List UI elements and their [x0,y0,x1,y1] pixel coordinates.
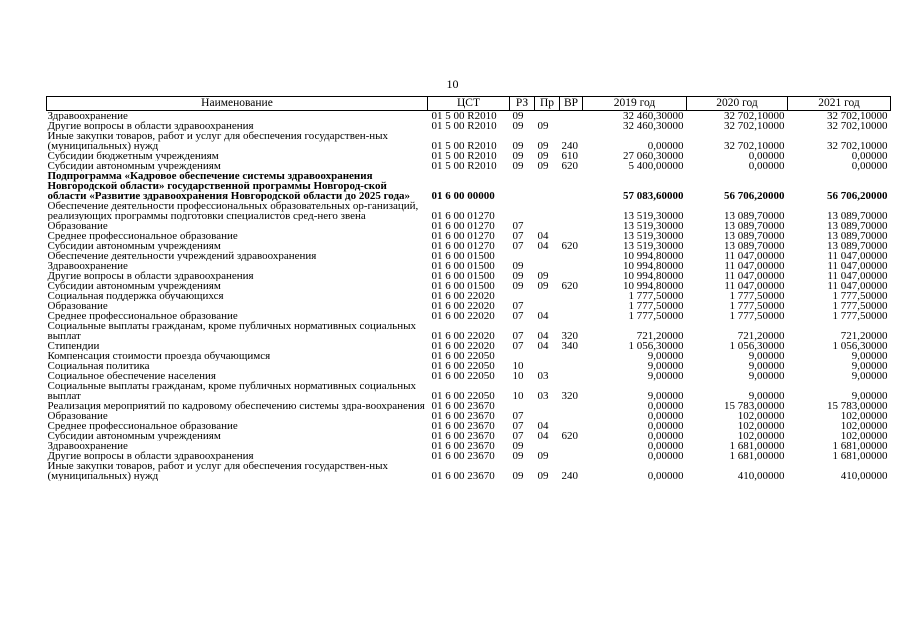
row-2019-cell: 721,20000 [636,330,684,341]
row-vr-cell [560,251,583,261]
row-pr-cell: 04 [537,341,549,351]
row-2020-cell: 11 047,00000 [724,271,785,281]
row-2020-cell: 1 777,50000 [729,311,785,321]
row-name-cell: Социальное обеспечение населения [47,371,216,381]
row-rz-cell: 10 [512,361,524,371]
row-2020-cell: 32 702,10000 [724,140,785,151]
row-rz-cell: 09 [512,140,524,151]
table-row [47,251,891,261]
row-name-cell: Социальные выплаты гражданам, кроме публичных нормативных социальных выплат [47,321,416,341]
row-pr-cell [535,251,560,261]
row-name-cell: Здравоохранение [47,441,128,451]
row-rz-cell: 07 [512,241,524,251]
row-rz-cell: 07 [512,330,524,341]
row-2019-cell: 9,00000 [647,390,684,401]
row-name-cell: Другие вопросы в области здравоохранения [47,271,254,281]
row-cst-cell: 01 5 00 R2010 [431,161,497,171]
row-rz-cell: 07 [512,411,524,421]
row-2021-cell: 9,00000 [851,371,888,381]
column-header-cst: ЦСТ [428,97,510,111]
row-rz-cell [510,351,535,361]
row-name-cell: Другие вопросы в области здравоохранения [47,451,254,461]
row-cst-cell: 01 6 00 01270 [431,221,495,231]
row-cst-cell: 01 6 00 22050 [431,390,495,401]
row-rz-cell: 07 [512,231,524,241]
row-pr-cell: 03 [537,371,549,381]
table-row [47,461,891,481]
row-2019-cell: 10 994,80000 [623,271,684,281]
row-2019-cell: 1 777,50000 [628,291,684,301]
row-rz-cell: 09 [512,271,524,281]
row-2020-cell: 9,00000 [748,361,785,371]
row-2020-cell: 11 047,00000 [724,281,785,291]
row-2020-cell: 1 056,30000 [729,341,785,351]
row-cst-cell: 01 5 00 R2010 [431,151,497,161]
row-name-cell: Образование [47,411,108,421]
row-2021-cell: 11 047,00000 [827,251,888,261]
row-name-cell: Среднее профессиональное образование [47,421,238,431]
row-2020-cell: 11 047,00000 [724,261,785,271]
row-2021-cell: 11 047,00000 [827,271,888,281]
row-name-cell: Другие вопросы в области здравоохранения [47,121,254,131]
row-pr-cell [535,301,560,311]
table-row [47,221,891,231]
row-vr-cell [560,231,583,241]
row-pr-cell: 09 [537,121,549,131]
row-2021-cell: 13 089,70000 [827,210,888,221]
row-cst-cell: 01 6 00 22020 [431,311,495,321]
row-pr-cell: 04 [537,231,549,241]
row-vr-cell [560,361,583,371]
row-pr-cell [535,111,560,122]
row-vr-cell [560,221,583,231]
table-row [47,361,891,371]
row-pr-cell [535,221,560,231]
row-vr-cell [560,291,583,301]
row-pr-cell: 04 [537,431,549,441]
row-pr-cell: 03 [537,390,549,401]
row-rz-cell: 07 [512,221,524,231]
column-header-2020: 2020 год [687,97,788,111]
row-2021-cell: 102,00000 [840,421,888,431]
row-name-cell: Социальная поддержка обучающихся [47,291,224,301]
row-pr-cell: 04 [537,311,549,321]
row-name-cell: Социальная политика [47,361,150,371]
row-rz-cell: 09 [512,441,524,451]
row-rz-cell: 07 [512,421,524,431]
table-row [47,321,891,341]
column-header-name: Наименование [47,97,428,111]
row-name-cell: Иные закупки товаров, работ и услуг для обеспечения государствен-ных (муниципальных) нужд [47,461,389,481]
row-name-cell: Подпрограмма «Кадровое обеспечение системы здравоохранения Новгородской области» государственной программы Новгород-ской области «Развитие здравоохранения Новгородской области до 2025 года» [47,171,411,201]
row-pr-cell [535,261,560,271]
row-2019-cell: 9,00000 [647,371,684,381]
row-2019-cell: 0,00000 [647,441,684,451]
table-header-row [47,97,891,111]
row-2020-cell: 0,00000 [748,151,785,161]
row-2019-cell: 10 994,80000 [623,261,684,271]
row-2021-cell: 11 047,00000 [827,261,888,271]
row-2020-cell: 9,00000 [748,371,785,381]
row-vr-cell: 320 [561,390,578,401]
row-2021-cell: 13 089,70000 [827,231,888,241]
row-pr-cell: 09 [537,451,549,461]
row-vr-cell [560,111,583,122]
row-cst-cell: 01 6 00 22020 [431,301,495,311]
row-vr-cell: 610 [561,151,578,161]
row-rz-cell: 09 [512,161,524,171]
row-pr-cell: 04 [537,330,549,341]
row-name-cell: Среднее профессиональное образование [47,231,238,241]
row-2021-cell: 56 706,20000 [827,190,888,201]
row-rz-cell: 09 [512,451,524,461]
row-cst-cell: 01 6 00 01270 [431,210,495,221]
row-cst-cell: 01 6 00 23670 [431,470,495,481]
row-2019-cell: 1 777,50000 [628,311,684,321]
row-2021-cell: 11 047,00000 [827,281,888,291]
row-name-cell: Субсидии автономным учреждениям [47,281,221,291]
row-2019-cell: 1 056,30000 [628,341,684,351]
row-pr-cell: 09 [537,161,549,171]
table-row [47,241,891,251]
row-rz-cell: 09 [512,151,524,161]
table-row [47,441,891,451]
row-pr-cell [535,401,560,411]
row-pr-cell [535,291,560,301]
row-vr-cell [560,441,583,451]
table-row [47,311,891,321]
row-vr-cell [560,171,583,201]
row-pr-cell: 09 [537,151,549,161]
row-cst-cell: 01 6 00 23670 [431,401,495,411]
row-2019-cell: 1 777,50000 [628,301,684,311]
row-rz-cell: 09 [512,281,524,291]
row-pr-cell [535,361,560,371]
budget-table [46,96,891,481]
row-pr-cell: 09 [537,271,549,281]
row-pr-cell [535,411,560,421]
row-2019-cell: 5 400,00000 [628,161,684,171]
row-2021-cell: 1 777,50000 [832,291,888,301]
row-cst-cell: 01 6 00 22020 [431,341,495,351]
table-row [47,411,891,421]
table-row [47,161,891,171]
table-row [47,301,891,311]
row-2019-cell: 27 060,30000 [623,151,684,161]
table-body [47,111,891,482]
row-2020-cell: 102,00000 [737,421,785,431]
row-vr-cell [560,311,583,321]
row-2019-cell: 13 519,30000 [623,241,684,251]
row-rz-cell [510,291,535,301]
row-name-cell: Компенсация стоимости проезда обучающимся [47,351,271,361]
column-header-pr: Пр [535,97,560,111]
row-cst-cell: 01 6 00 22050 [431,361,495,371]
row-rz-cell: 09 [512,121,524,131]
row-2020-cell: 13 089,70000 [724,210,785,221]
row-pr-cell: 04 [537,241,549,251]
row-name-cell: Образование [47,221,108,231]
row-cst-cell: 01 6 00 22050 [431,351,495,361]
row-cst-cell: 01 6 00 00000 [431,190,495,201]
row-cst-cell: 01 5 00 R2010 [431,140,497,151]
row-2021-cell: 102,00000 [840,411,888,421]
row-cst-cell: 01 6 00 01500 [431,261,495,271]
table-row [47,121,891,131]
row-2019-cell: 0,00000 [647,470,684,481]
row-rz-cell: 07 [512,341,524,351]
row-vr-cell [560,411,583,421]
row-vr-cell: 320 [561,330,578,341]
row-2020-cell: 102,00000 [737,431,785,441]
row-cst-cell: 01 6 00 01270 [431,241,495,251]
row-2020-cell: 1 681,00000 [729,441,785,451]
row-pr-cell: 04 [537,421,549,431]
row-rz-cell [510,251,535,261]
row-cst-cell: 01 6 00 01500 [431,251,495,261]
row-name-cell: Здравоохранение [47,261,128,271]
table-row [47,351,891,361]
row-pr-cell [535,171,560,201]
row-vr-cell [560,261,583,271]
row-2021-cell: 1 056,30000 [832,341,888,351]
table-row [47,171,891,201]
row-pr-cell: 09 [537,470,549,481]
row-2021-cell: 9,00000 [851,390,888,401]
table-row [47,451,891,461]
row-2020-cell: 9,00000 [748,390,785,401]
row-name-cell: Субсидии автономным учреждениям [47,241,221,251]
row-2021-cell: 410,00000 [840,470,888,481]
row-vr-cell: 240 [561,140,578,151]
row-2019-cell: 13 519,30000 [623,221,684,231]
row-2020-cell: 9,00000 [748,351,785,361]
row-2019-cell: 10 994,80000 [623,251,684,261]
row-2021-cell: 102,00000 [840,431,888,441]
row-vr-cell: 620 [561,431,578,441]
row-2021-cell: 15 783,00000 [827,401,888,411]
row-name-cell: Стипендии [47,341,100,351]
row-name-cell: Образование [47,301,108,311]
row-2021-cell: 32 702,10000 [827,140,888,151]
row-2019-cell: 13 519,30000 [623,210,684,221]
table-row [47,131,891,151]
table-row [47,281,891,291]
row-2019-cell: 13 519,30000 [623,231,684,241]
row-vr-cell [560,371,583,381]
row-2020-cell: 13 089,70000 [724,221,785,231]
row-2020-cell: 15 783,00000 [724,401,785,411]
row-2019-cell: 0,00000 [647,411,684,421]
table-row [47,431,891,441]
row-name-cell: Субсидии бюджетным учреждениям [47,151,219,161]
row-2020-cell: 56 706,20000 [724,190,785,201]
page-number: 10 [446,77,459,91]
row-name-cell: Иные закупки товаров, работ и услуг для обеспечения государствен-ных (муниципальных) нужд [47,131,389,151]
row-vr-cell: 620 [561,161,578,171]
row-2019-cell: 32 460,30000 [623,121,684,131]
table-row [47,231,891,241]
row-pr-cell: 09 [537,140,549,151]
row-rz-cell: 10 [512,390,524,401]
row-name-cell: Реализация мероприятий по кадровому обеспечению системы здра-воохранения [47,401,425,411]
row-cst-cell: 01 6 00 01270 [431,231,495,241]
row-2021-cell: 1 777,50000 [832,301,888,311]
row-2020-cell: 102,00000 [737,411,785,421]
row-vr-cell: 620 [561,281,578,291]
table-row [47,291,891,301]
row-2020-cell: 32 702,10000 [724,121,785,131]
row-2021-cell: 1 777,50000 [832,311,888,321]
row-vr-cell: 240 [561,470,578,481]
row-rz-cell: 07 [512,431,524,441]
table-row [47,381,891,401]
row-2020-cell: 1 681,00000 [729,451,785,461]
row-rz-cell: 07 [512,301,524,311]
row-name-cell: Субсидии автономным учреждениям [47,161,221,171]
row-pr-cell [535,351,560,361]
row-vr-cell [560,301,583,311]
row-cst-cell: 01 5 00 R2010 [431,121,497,131]
column-header-vr: ВР [560,97,583,111]
table-row [47,201,891,221]
row-cst-cell: 01 6 00 23670 [431,431,495,441]
row-2021-cell: 9,00000 [851,351,888,361]
table-row [47,421,891,431]
row-vr-cell [560,351,583,361]
row-rz-cell: 09 [512,470,524,481]
row-2021-cell: 0,00000 [851,151,888,161]
row-2021-cell: 1 681,00000 [832,441,888,451]
row-name-cell: Среднее профессиональное образование [47,311,238,321]
row-cst-cell: 01 6 00 23670 [431,411,495,421]
row-cst-cell: 01 6 00 23670 [431,421,495,431]
row-2019-cell: 32 460,30000 [623,110,684,121]
row-2021-cell: 32 702,10000 [827,110,888,121]
row-2020-cell: 11 047,00000 [724,251,785,261]
row-cst-cell: 01 6 00 22020 [431,291,495,301]
row-2019-cell: 10 994,80000 [623,281,684,291]
row-name-cell: Обеспечение деятельности учреждений здравоохранения [47,251,317,261]
row-cst-cell: 01 5 00 R2010 [431,110,497,121]
row-rz-cell [510,201,535,221]
column-header-2021: 2021 год [788,97,891,111]
row-rz-cell: 09 [512,261,524,271]
row-cst-cell: 01 6 00 23670 [431,451,495,461]
row-2021-cell: 0,00000 [851,161,888,171]
row-vr-cell [560,451,583,461]
column-header-2019: 2019 год [583,97,687,111]
row-vr-cell [560,421,583,431]
row-2019-cell: 0,00000 [647,421,684,431]
row-name-cell: Обеспечение деятельности профессиональных образовательных ор-ганизаций, реализующих программы подготовки специалистов сред-него звена [47,201,419,221]
row-2020-cell: 410,00000 [737,470,785,481]
row-rz-cell: 07 [512,311,524,321]
row-vr-cell [560,201,583,221]
row-rz-cell: 10 [512,371,524,381]
row-2020-cell: 1 777,50000 [729,291,785,301]
column-header-rz: РЗ [510,97,535,111]
row-2021-cell: 32 702,10000 [827,121,888,131]
row-2020-cell: 0,00000 [748,161,785,171]
row-vr-cell [560,121,583,131]
row-pr-cell [535,201,560,221]
row-name-cell: Субсидии автономным учреждениям [47,431,221,441]
row-name-cell: Здравоохранение [47,110,128,121]
table-row [47,371,891,381]
row-2019-cell: 0,00000 [647,140,684,151]
row-2020-cell: 721,20000 [737,330,785,341]
row-cst-cell: 01 6 00 01500 [431,281,495,291]
table-row [47,271,891,281]
row-pr-cell [535,441,560,451]
row-vr-cell: 620 [561,241,578,251]
table-row [47,111,891,122]
row-2021-cell: 9,00000 [851,361,888,371]
row-2019-cell: 0,00000 [647,431,684,441]
row-vr-cell [560,401,583,411]
row-2019-cell: 0,00000 [647,401,684,411]
row-2021-cell: 1 681,00000 [832,451,888,461]
table-row [47,151,891,161]
row-2019-cell: 0,00000 [647,451,684,461]
row-2019-cell: 9,00000 [647,361,684,371]
row-cst-cell: 01 6 00 22050 [431,371,495,381]
row-cst-cell: 01 6 00 01500 [431,271,495,281]
row-2020-cell: 1 777,50000 [729,301,785,311]
row-cst-cell: 01 6 00 23670 [431,441,495,451]
row-rz-cell [510,401,535,411]
row-2019-cell: 9,00000 [647,351,684,361]
row-2019-cell: 57 083,60000 [623,190,684,201]
row-rz-cell [510,171,535,201]
row-2021-cell: 721,20000 [840,330,888,341]
table-row [47,401,891,411]
table-row [47,341,891,351]
row-rz-cell: 09 [512,110,524,121]
row-vr-cell [560,271,583,281]
table-row [47,261,891,271]
row-cst-cell: 01 6 00 22020 [431,330,495,341]
row-name-cell: Социальные выплаты гражданам, кроме публичных нормативных социальных выплат [47,381,416,401]
row-2021-cell: 13 089,70000 [827,241,888,251]
row-pr-cell: 09 [537,281,549,291]
row-2020-cell: 13 089,70000 [724,231,785,241]
row-vr-cell: 340 [561,341,578,351]
row-2020-cell: 13 089,70000 [724,241,785,251]
row-2021-cell: 13 089,70000 [827,221,888,231]
row-2020-cell: 32 702,10000 [724,110,785,121]
